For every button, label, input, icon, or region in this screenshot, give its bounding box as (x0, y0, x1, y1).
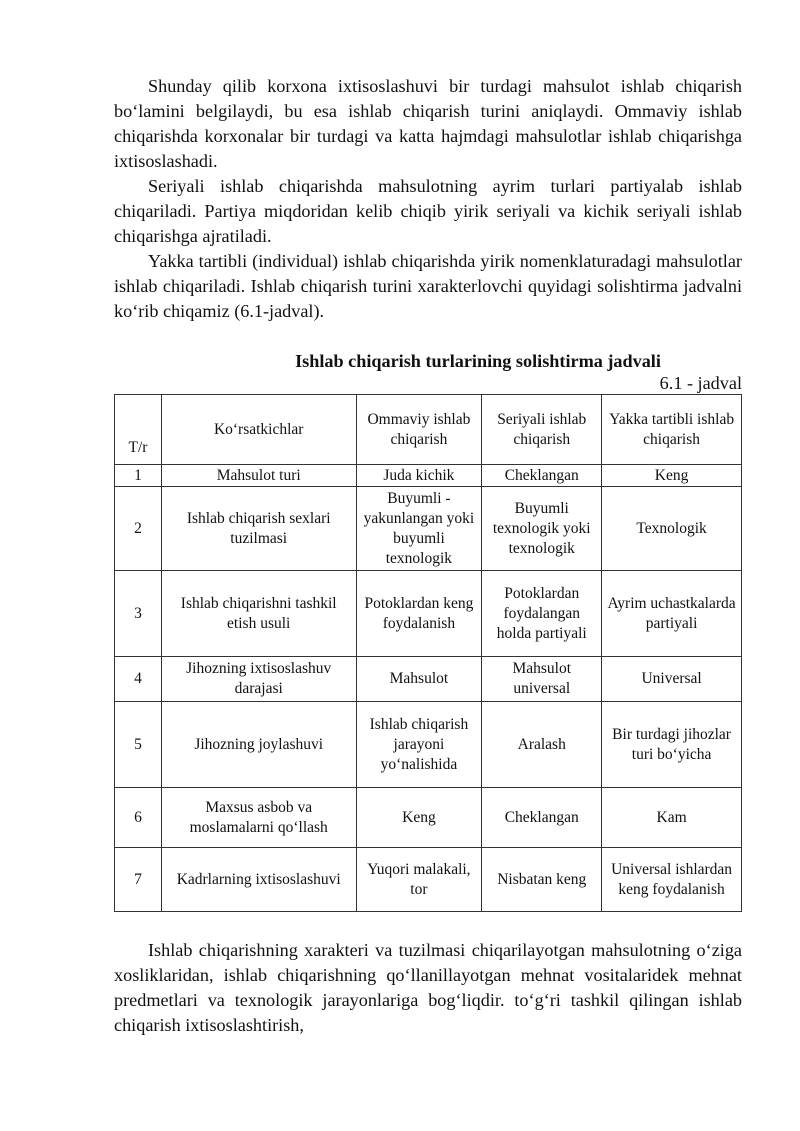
table-cell-individual: Bir turdagi jihozlar turi bo‘yicha (602, 702, 742, 788)
document-page (114, 74, 742, 1038)
paragraph-1: Shunday qilib korxona ixtisoslashuvi bir turdagi mahsulot ishlab chiqarish bo‘lamini belgilaydi, bu esa ishlab chiqarish turini aniqlaydi. Ommaviy ishlab chiqarishda korxonalar bir turdagi va katta hajmdagi mahsulotlar ishlab chiqarishga ixtisoslashadi. (114, 76, 742, 171)
table-cell-serial: Mahsulot universal (482, 657, 602, 702)
table-cell-serial: Potoklardan foydalangan holda partiyali (482, 571, 602, 657)
header-cell-mass: Ommaviy ishlab chiqarish (356, 395, 482, 465)
table-cell-mass: Potoklardan keng foydalanish (356, 571, 482, 657)
paragraph-3: Yakka tartibli (individual) ishlab chiqarishda yirik nomenklaturadagi mahsulotlar ishlab chiqariladi. Ishlab chiqarish turini xarakterlovchi quyidagi solishtirma jadvalni ko‘rib chiqamiz (6.1-jadval). (114, 251, 742, 321)
table-cell-mass: Juda kichik (356, 465, 482, 487)
header-cell-number: T/r (115, 395, 162, 465)
table-cell-individual: Texnologik (602, 487, 742, 571)
table-cell-indicator: Jihozning ixtisoslashuv darajasi (161, 657, 356, 702)
table-caption: Ishlab chiqarish turlarining solishtirma jadvali (295, 351, 661, 371)
table-cell-mass: Yuqori malakali, tor (356, 848, 482, 912)
table-cell-individual: Universal (602, 657, 742, 702)
table-cell-serial: Buyumli texnologik yoki texnologik (482, 487, 602, 571)
table-cell-individual: Kam (602, 788, 742, 848)
table-header-row (115, 395, 742, 465)
table-row (115, 848, 742, 912)
table-cell-serial: Cheklangan (482, 465, 602, 487)
table-cell-individual: Universal ishlardan keng foydalanish (602, 848, 742, 912)
table-row (115, 702, 742, 788)
table-cell-individual: Keng (602, 465, 742, 487)
header-cell-indicators: Ko‘rsatkichlar (161, 395, 356, 465)
header-cell-serial: Seriyali ishlab chiqarish (482, 395, 602, 465)
table-cell-serial: Nisbatan keng (482, 848, 602, 912)
table-cell-indicator: Jihozning joylashuvi (161, 702, 356, 788)
table-row (115, 487, 742, 571)
table-cell-number: 4 (115, 657, 162, 702)
table-row (115, 571, 742, 657)
table-cell-mass: Keng (356, 788, 482, 848)
table-cell-indicator: Mahsulot turi (161, 465, 356, 487)
table-number: 6.1 - jadval (659, 373, 742, 393)
table-row (115, 657, 742, 702)
table-cell-mass: Mahsulot (356, 657, 482, 702)
table-cell-number: 6 (115, 788, 162, 848)
table-cell-number: 1 (115, 465, 162, 487)
table-cell-number: 7 (115, 848, 162, 912)
table-cell-indicator: Kadrlarning ixtisoslashuvi (161, 848, 356, 912)
paragraph-after: Ishlab chiqarishning xarakteri va tuzilmasi chiqarilayotgan mahsulotning o‘ziga xosliklaridan, ishlab chiqarishning qo‘llanillayotgan mehnat vositalaridek mehnat predmetlari va texnologik jarayonlariga bog‘liqdir. to‘g‘ri tashkil qilingan ishlab chiqarish ixtisoslashtirish, (114, 940, 742, 1035)
table-cell-number: 5 (115, 702, 162, 788)
comparison-table (114, 394, 742, 912)
header-cell-individual: Yakka tartibli ishlab chiqarish (602, 395, 742, 465)
paragraph-2: Seriyali ishlab chiqarishda mahsulotning ayrim turlari partiyalab ishlab chiqariladi. Partiya miqdoridan kelib chiqib yirik seriyali va kichik seriyali ishlab chiqarishga ajratiladi. (114, 176, 742, 246)
table-cell-indicator: Maxsus asbob va moslamalarni qo‘llash (161, 788, 356, 848)
table-cell-number: 3 (115, 571, 162, 657)
table-cell-indicator: Ishlab chiqarish sexlari tuzilmasi (161, 487, 356, 571)
table-cell-number: 2 (115, 487, 162, 571)
table-cell-individual: Ayrim uchastkalarda partiyali (602, 571, 742, 657)
table-cell-mass: Ishlab chiqarish jarayoni yo‘nalishida (356, 702, 482, 788)
table-cell-mass: Buyumli - yakunlangan yoki buyumli texnologik (356, 487, 482, 571)
table-cell-serial: Aralash (482, 702, 602, 788)
table-cell-serial: Cheklangan (482, 788, 602, 848)
table-row (115, 788, 742, 848)
table-row (115, 465, 742, 487)
table-cell-indicator: Ishlab chiqarishni tashkil etish usuli (161, 571, 356, 657)
